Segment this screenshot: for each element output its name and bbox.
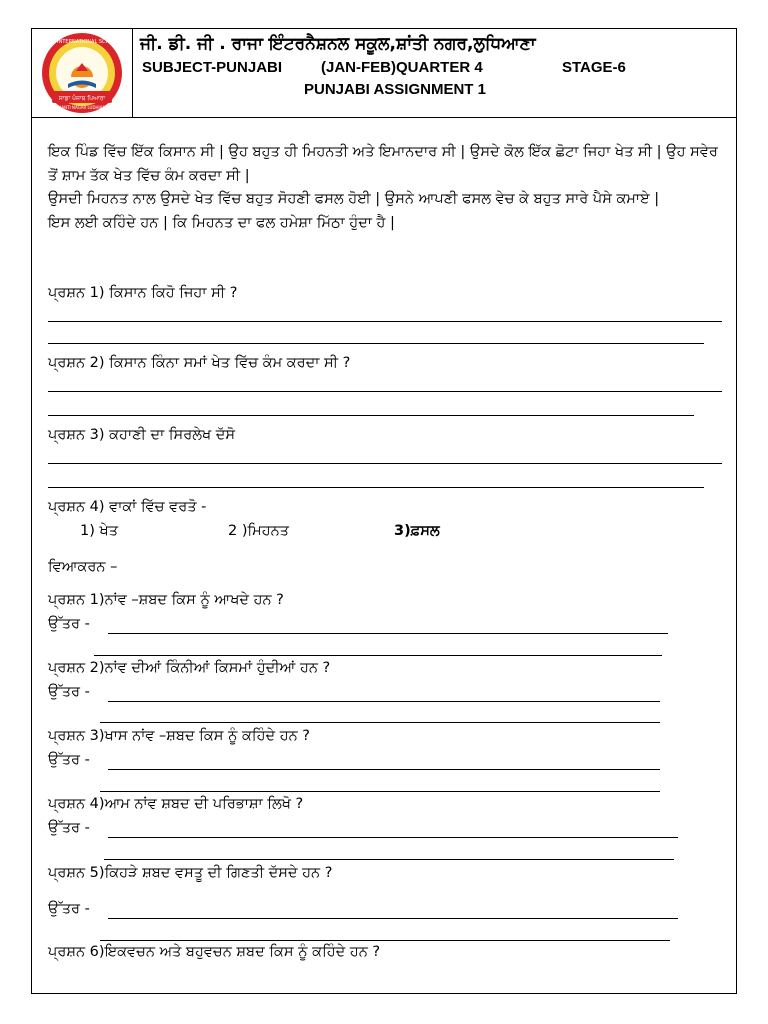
word-2	[228, 523, 289, 539]
question-label: ਪ੍ਰਸ਼ਨ 2)	[48, 355, 105, 371]
grammar-question-1	[48, 592, 284, 608]
answer-line[interactable]	[104, 859, 674, 860]
stage-label: STAGE-6	[562, 59, 626, 76]
header	[32, 29, 736, 120]
question-text: ਨਾਂਵ –ਸ਼ਬਦ ਕਿਸ ਨੂੰ ਆਖਦੇ ਹਨ ?	[104, 592, 284, 608]
answer-line[interactable]	[108, 918, 678, 919]
answer-line[interactable]	[48, 463, 722, 464]
worksheet-page	[31, 28, 737, 994]
word-number: 2 )	[228, 523, 248, 539]
answer-label: ਉੱਤਰ -	[48, 616, 90, 632]
answer-label: ਉੱਤਰ -	[48, 820, 90, 836]
question-text: ਖਾਸ ਨਾਂਵ –ਸ਼ਬਦ ਕਿਸ ਨੂੰ ਕਹਿੰਦੇ ਹਨ ?	[104, 728, 310, 744]
word: ਫ਼ਸਲ	[410, 523, 440, 539]
answer-label: ਉੱਤਰ -	[48, 684, 90, 700]
word-3	[394, 523, 440, 539]
question-2	[48, 355, 350, 371]
passage-line: ਉਸਦੀ ਮਿਹਨਤ ਨਾਲ ਉਸਦੇ ਖੇਤ ਵਿੱਚ ਬਹੁਤ ਸੋਹਣੀ ਫਸਲ ਹੋਈ | ਉਸਨੇ ਆਪਣੀ ਫਸਲ ਵੇਚ ਕੇ ਬਹੁਤ ਸਾਰੇ ਪੈਸੇ ਕਮਾਏ |	[48, 191, 660, 207]
grammar-question-4	[48, 796, 303, 812]
answer-line[interactable]	[48, 343, 704, 344]
question-3	[48, 427, 235, 443]
logo-cell	[32, 29, 133, 118]
word-1	[80, 523, 118, 539]
school-logo	[38, 31, 126, 115]
answer-line[interactable]	[108, 701, 660, 702]
question-text: ਕਿਹੜੇ ਸ਼ਬਦ ਵਸਤੂ ਦੀ ਗਿਣਤੀ ਦੱਸਦੇ ਹਨ ?	[104, 865, 333, 881]
grammar-question-5	[48, 865, 332, 881]
answer-line[interactable]	[108, 837, 678, 838]
grammar-heading: ਵਿਆਕਰਨ –	[48, 559, 118, 575]
answer-line[interactable]	[100, 791, 660, 792]
answer-line[interactable]	[48, 391, 722, 392]
passage	[48, 141, 728, 235]
subject-label: SUBJECT-PUNJABI	[142, 59, 283, 76]
answer-line[interactable]	[100, 940, 670, 941]
grammar-question-6	[48, 944, 380, 960]
answer-line[interactable]	[94, 655, 662, 656]
word: ਮਿਹਨਤ	[247, 523, 289, 539]
question-4	[48, 499, 206, 515]
answer-line[interactable]	[108, 769, 660, 770]
answer-line[interactable]	[108, 633, 668, 634]
word-number: 3)	[394, 523, 411, 539]
question-text: ਵਾਕਾਂ ਵਿੱਚ ਵਰਤੋ -	[109, 499, 207, 515]
question-label: ਪ੍ਰਸ਼ਨ 6)	[48, 944, 105, 960]
question-label: ਪ੍ਰਸ਼ਨ 4)	[48, 499, 105, 515]
answer-label: ਉੱਤਰ -	[48, 752, 90, 768]
question-label: ਪ੍ਰਸ਼ਨ 1)	[48, 592, 105, 608]
question-text: ਇਕਵਚਨ ਅਤੇ ਬਹੁਵਚਨ ਸ਼ਬਦ ਕਿਸ ਨੂੰ ਕਹਿੰਦੇ ਹਨ ?	[104, 944, 381, 960]
answer-line[interactable]	[48, 487, 704, 488]
question-label: ਪ੍ਰਸ਼ਨ 2)	[48, 660, 105, 676]
passage-line: ਇਕ ਪਿੰਡ ਵਿੱਚ ਇੱਕ ਕਿਸਾਨ ਸੀ | ਉਹ ਬਹੁਤ ਹੀ ਮਿਹਨਤੀ ਅਤੇ ਇਮਾਨਦਾਰ ਸੀ | ਉਸਦੇ ਕੋਲ ਇੱਕ ਛੋਟਾ ਜਿਹਾ ਖੇਤ ਸੀ | ਉਹ ਸਵੇਰ ਤੋਂ ਸ਼ਾਮ ਤੱਕ ਖੇਤ ਵਿੱਚ ਕੰਮ ਕਰਦਾ ਸੀ |	[48, 144, 718, 184]
answer-line[interactable]	[48, 415, 694, 416]
question-text: ਕਿਸਾਨ ਕਿੰਨਾ ਸਮਾਂ ਖੇਤ ਵਿੱਚ ਕੰਮ ਕਰਦਾ ਸੀ ?	[109, 355, 351, 371]
word-number: 1)	[80, 523, 95, 539]
word: ਖੇਤ	[99, 523, 118, 539]
answer-line[interactable]	[100, 722, 660, 723]
logo-bottom-text: SHANTI NAGAR LUDHIANA	[55, 105, 109, 110]
question-label: ਪ੍ਰਸ਼ਨ 5)	[48, 865, 105, 881]
header-divider	[132, 117, 736, 118]
question-label: ਪ੍ਰਸ਼ਨ 3)	[48, 427, 105, 443]
assignment-title: PUNJABI ASSIGNMENT 1	[304, 81, 486, 98]
question-1	[48, 285, 237, 301]
passage-line: ਇਸ ਲਈ ਕਹਿੰਦੇ ਹਨ | ਕਿ ਮਿਹਨਤ ਦਾ ਫਲ ਹਮੇਸ਼ਾ ਮਿੱਠਾ ਹੁੰਦਾ ਹੈ |	[48, 214, 395, 231]
logo-motto: ਸਾਡਾ ਪੰਜਾਬ ਪਿਆਰਾ	[58, 95, 106, 102]
answer-label: ਉੱਤਰ -	[48, 901, 90, 917]
grammar-question-3	[48, 728, 310, 744]
question-text: ਨਾਂਵ ਦੀਆਂ ਕਿੰਨੀਆਂ ਕਿਸਮਾਂ ਹੁੰਦੀਆਂ ਹਨ ?	[104, 660, 331, 676]
question-text: ਕਿਸਾਨ ਕਿਹੋ ਜਿਹਾ ਸੀ ?	[109, 285, 238, 301]
question-label: ਪ੍ਰਸ਼ਨ 1)	[48, 285, 105, 301]
logo-ring-text: RAJA INTERNATIONAL SCHOOL	[44, 39, 120, 45]
grammar-question-2	[48, 660, 330, 676]
question-text: ਕਹਾਣੀ ਦਾ ਸਿਰਲੇਖ ਦੱਸੋ	[109, 427, 236, 443]
answer-line[interactable]	[48, 321, 722, 322]
school-name: ਜੀ. ਡੀ. ਜੀ . ਰਾਜਾ ਇੰਟਰਨੈਸ਼ਨਲ ਸਕੂਲ,ਸ਼ਾਂਤੀ ਨਗਰ,ਲੁਧਿਆਣਾ	[140, 34, 536, 54]
question-label: ਪ੍ਰਸ਼ਨ 4)	[48, 796, 105, 812]
question-label: ਪ੍ਰਸ਼ਨ 3)	[48, 728, 105, 744]
question-text: ਆਮ ਨਾਂਵ ਸ਼ਬਦ ਦੀ ਪਰਿਭਾਸ਼ਾ ਲਿਖੋ ?	[104, 796, 304, 812]
quarter-label: (JAN-FEB)QUARTER 4	[321, 59, 483, 76]
